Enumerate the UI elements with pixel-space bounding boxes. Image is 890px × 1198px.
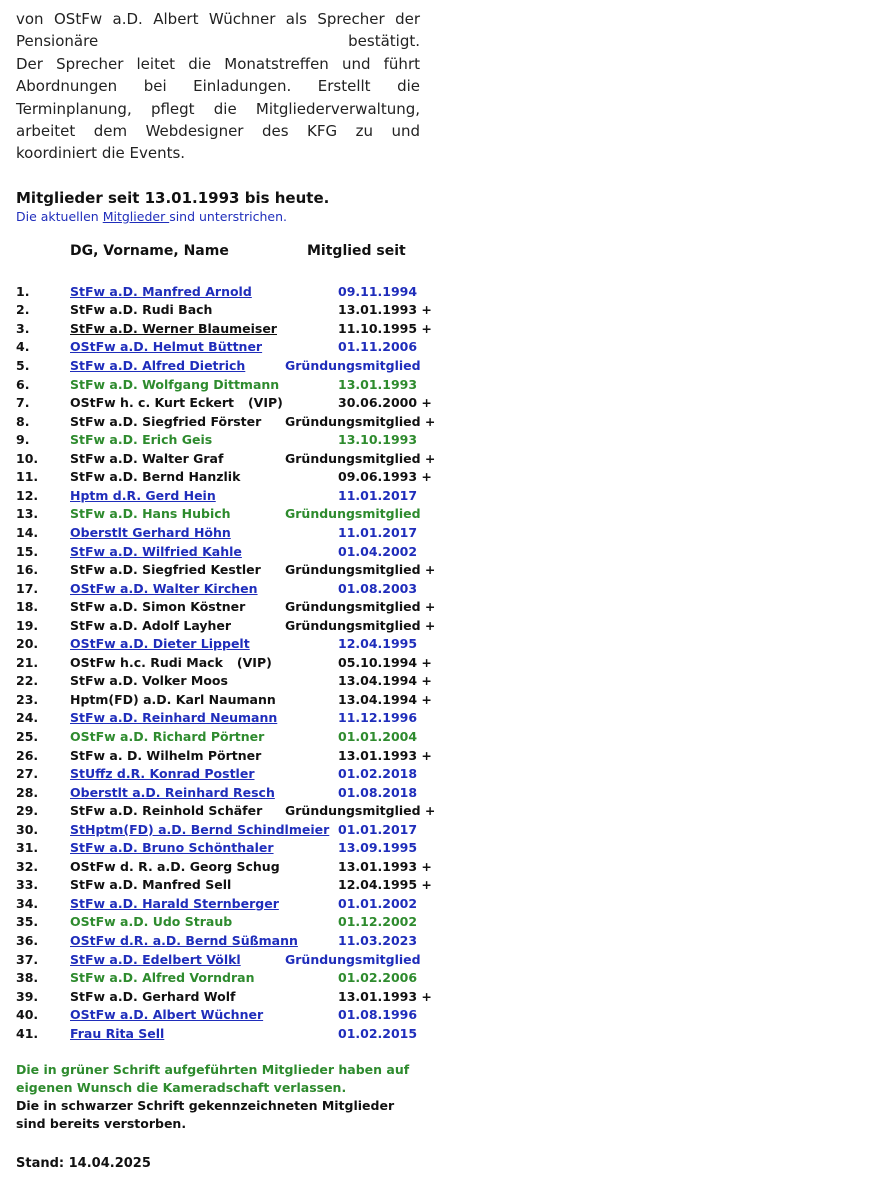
member-name: Hptm(FD) a.D. Karl Naumann [70, 691, 276, 707]
member-since: 01.08.1996 [338, 1007, 418, 1023]
member-row [16, 765, 420, 784]
note-suffix: sind unterstrichen. [169, 208, 287, 224]
current-members-note [16, 209, 420, 225]
member-row [16, 376, 420, 395]
member-list [16, 283, 436, 1043]
member-row [16, 728, 420, 747]
member-row [16, 932, 420, 951]
stand-date: Stand: 14.04.2025 [16, 1156, 151, 1172]
member-number: 32. [16, 858, 39, 874]
member-number: 16. [16, 562, 39, 578]
member-number: 6. [16, 376, 30, 392]
member-since: 01.02.2018 [338, 766, 418, 782]
member-row [16, 413, 436, 432]
left-members-note: Die in grüner Schrift aufgeführten Mitglieder haben auf eigenen Wunsch die Kameradschaft verlassen. [16, 1062, 410, 1096]
member-since: 13.01.1993 + [338, 858, 432, 874]
member-name[interactable]: OStFw a.D. Dieter Lippelt [70, 636, 250, 652]
member-number: 5. [16, 358, 30, 374]
vip-label: (VIP) [247, 395, 283, 411]
member-number: 24. [16, 710, 39, 726]
member-since: 12.04.1995 [338, 636, 418, 652]
member-number: 28. [16, 784, 39, 800]
column-header-since: Mitglied seit [307, 242, 406, 259]
member-name[interactable]: StFw a.D. Wilfried Kahle [70, 543, 242, 559]
member-name[interactable]: Hptm d.R. Gerd Hein [70, 487, 216, 503]
member-row [16, 691, 432, 710]
members-link[interactable]: Mitglieder [102, 208, 170, 224]
member-name[interactable]: OStFw a.D. Helmut Büttner [70, 339, 263, 355]
member-number: 9. [16, 432, 30, 448]
member-since: 01.01.2002 [338, 895, 418, 911]
member-number: 34. [16, 895, 39, 911]
deceased-members-note: Die in schwarzer Schrift gekennzeichneten Mitglieder sind bereits verstorben. [16, 1098, 395, 1132]
member-since: 09.11.1994 [338, 283, 418, 299]
document-page [16, 8, 436, 1173]
member-number: 26. [16, 747, 39, 763]
member-row [16, 357, 420, 376]
member-row [16, 320, 432, 339]
member-number: 10. [16, 450, 39, 466]
member-name: StFw a.D. Siegfried Kestler [70, 562, 261, 578]
member-number: 36. [16, 932, 39, 948]
intro-paragraph-2: Der Sprecher leitet die Monatstreffen und führt Abordnungen bei Einladungen. Erstellt die Terminplanung, pflegt die Mitgliederverwaltung, arbeitet dem Webdesigner des KFG zu und koordiniert die Events. [16, 54, 420, 163]
member-since: Gründungsmitglied + [285, 803, 436, 819]
member-name[interactable]: StFw a.D. Harald Sternberger [70, 895, 279, 911]
member-since: 13.01.1993 + [338, 988, 432, 1004]
member-number: 20. [16, 636, 39, 652]
member-number: 1. [16, 283, 30, 299]
member-name: StFw a.D. Wolfgang Dittmann [70, 376, 280, 392]
member-name: OStFw a.D. Richard Pörtner [70, 728, 265, 744]
member-since: 01.11.2006 [338, 339, 418, 355]
member-number: 2. [16, 302, 30, 318]
member-since: Gründungsmitglied + [285, 562, 436, 578]
member-name: StFw a.D. Manfred Sell [70, 877, 232, 893]
member-row [16, 969, 420, 988]
member-row [16, 598, 436, 617]
member-number: 14. [16, 524, 39, 540]
member-row [16, 876, 432, 895]
member-row [16, 988, 432, 1007]
member-number: 12. [16, 487, 39, 503]
member-row [16, 654, 432, 673]
member-name: StFw a.D. Volker Moos [70, 673, 228, 689]
member-row [16, 561, 436, 580]
member-since: 11.01.2017 [338, 487, 418, 503]
member-since: 05.10.1994 + [338, 654, 432, 670]
member-since: 13.04.1994 + [338, 673, 432, 689]
member-since: Gründungsmitglied + [285, 617, 436, 633]
member-since: 13.01.1993 + [338, 302, 432, 318]
member-since: Gründungsmitglied [285, 358, 421, 374]
member-name: StFw a.D. Adolf Layher [70, 617, 232, 633]
member-name: StFw a.D. Alfred Vorndran [70, 970, 255, 986]
member-row [16, 747, 432, 766]
member-name[interactable]: StFw a.D. Edelbert Völkl [70, 951, 241, 967]
member-number: 40. [16, 1007, 39, 1023]
member-since: 09.06.1993 + [338, 469, 432, 485]
member-number: 13. [16, 506, 39, 522]
member-since: 01.12.2002 [338, 914, 418, 930]
member-number: 7. [16, 395, 30, 411]
member-row [16, 524, 420, 543]
member-row [16, 858, 432, 877]
member-number: 8. [16, 413, 30, 429]
member-number: 29. [16, 803, 39, 819]
member-name: StFw a.D. Hans Hubich [70, 506, 231, 522]
member-name: StFw a.D. Bernd Hanzlik [70, 469, 241, 485]
member-row [16, 283, 420, 302]
member-name: OStFw d. R. a.D. Georg Schug [70, 858, 280, 874]
member-since: Gründungsmitglied + [285, 413, 436, 429]
member-name: StFw a. D. Wilhelm Pörtner [70, 747, 262, 763]
member-name: OStFw h.c. Rudi Mack [70, 654, 223, 670]
members-heading: Mitglieder seit 13.01.1993 bis heute. [16, 188, 330, 207]
member-number: 23. [16, 691, 39, 707]
member-name[interactable]: OStFw a.D. Albert Wüchner [70, 1007, 264, 1023]
member-since: 13.01.1993 [338, 376, 418, 392]
member-row [16, 913, 420, 932]
member-row [16, 450, 436, 469]
member-row [16, 1006, 420, 1025]
member-number: 38. [16, 970, 39, 986]
member-since: 01.01.2017 [338, 821, 418, 837]
member-number: 35. [16, 914, 39, 930]
member-since: 01.02.2015 [338, 1025, 418, 1041]
member-name[interactable]: StHptm(FD) a.D. Bernd Schindlmeier [70, 821, 330, 837]
member-since: Gründungsmitglied [285, 951, 421, 967]
member-since: 13.09.1995 [338, 840, 418, 856]
member-since: 01.08.2003 [338, 580, 418, 596]
member-since: 01.04.2002 [338, 543, 418, 559]
member-number: 19. [16, 617, 39, 633]
member-name: StFw a.D. Walter Graf [70, 450, 224, 466]
member-name[interactable]: StFw a.D. Alfred Dietrich [70, 358, 246, 374]
member-row [16, 580, 420, 599]
member-row [16, 895, 420, 914]
member-number: 30. [16, 821, 39, 837]
member-name: StFw a.D. Siegfried Förster [70, 413, 262, 429]
member-name: StFw a.D. Erich Geis [70, 432, 213, 448]
member-name: StFw a.D. Gerhard Wolf [70, 988, 236, 1004]
member-name: OStFw h. c. Kurt Eckert [70, 395, 234, 411]
member-number: 25. [16, 728, 39, 744]
member-number: 31. [16, 840, 39, 856]
member-since: Gründungsmitglied [285, 506, 421, 522]
member-row [16, 543, 420, 562]
member-name[interactable]: StFw a.D. Bruno Schönthaler [70, 840, 274, 856]
member-name[interactable]: StUffz d.R. Konrad Postler [70, 766, 255, 782]
member-since: 11.01.2017 [338, 524, 418, 540]
member-row [16, 951, 420, 970]
member-since: 01.02.2006 [338, 970, 418, 986]
member-name[interactable]: Oberstlt Gerhard Höhn [70, 524, 231, 540]
member-number: 17. [16, 580, 39, 596]
member-row [16, 635, 420, 654]
member-since: 30.06.2000 + [338, 395, 432, 411]
member-number: 37. [16, 951, 39, 967]
member-row [16, 784, 420, 803]
member-number: 39. [16, 988, 39, 1004]
member-row [16, 802, 436, 821]
member-since: 13.01.1993 + [338, 747, 432, 763]
member-name[interactable]: StFw a.D. Reinhard Neumann [70, 710, 278, 726]
member-since: 13.04.1994 + [338, 691, 432, 707]
member-since: 01.01.2004 [338, 728, 418, 744]
member-row [16, 431, 420, 450]
member-row [16, 394, 432, 413]
member-name: OStFw a.D. Udo Straub [70, 914, 233, 930]
member-since: 01.08.2018 [338, 784, 418, 800]
member-since: 11.03.2023 [338, 932, 418, 948]
member-row [16, 468, 432, 487]
member-number: 4. [16, 339, 30, 355]
member-row [16, 301, 432, 320]
member-row [16, 709, 420, 728]
member-number: 27. [16, 766, 39, 782]
member-number: 15. [16, 543, 39, 559]
member-name[interactable]: StFw a.D. Manfred Arnold [70, 283, 252, 299]
member-name: StFw a.D. Rudi Bach [70, 302, 213, 318]
member-since: Gründungsmitglied + [285, 450, 436, 466]
member-name[interactable]: Frau Rita Sell [70, 1025, 165, 1041]
member-number: 22. [16, 673, 39, 689]
member-row [16, 505, 420, 524]
note-prefix: Die aktuellen [16, 208, 103, 224]
member-since: 11.10.1995 + [338, 320, 432, 336]
member-row [16, 617, 436, 636]
member-number: 18. [16, 599, 39, 615]
member-row [16, 338, 420, 357]
intro-paragraph-1: von OStFw a.D. Albert Wüchner als Sprecher der Pensionäre bestätigt. [16, 10, 420, 51]
member-since: 11.12.1996 [338, 710, 418, 726]
member-since: 12.04.1995 + [338, 877, 432, 893]
member-name: StFw a.D. Werner Blaumeiser [70, 320, 277, 336]
member-number: 3. [16, 320, 30, 336]
member-number: 11. [16, 469, 39, 485]
member-row [16, 821, 420, 840]
member-row [16, 487, 420, 506]
member-name[interactable]: OStFw a.D. Walter Kirchen [70, 580, 258, 596]
vip-label: (VIP) [236, 654, 272, 670]
member-row [16, 672, 432, 691]
member-number: 33. [16, 877, 39, 893]
member-since: 13.10.1993 [338, 432, 418, 448]
member-name: StFw a.D. Reinhold Schäfer [70, 803, 263, 819]
member-name: StFw a.D. Simon Köstner [70, 599, 246, 615]
column-header-name: DG, Vorname, Name [70, 242, 229, 259]
member-since: Gründungsmitglied + [285, 599, 436, 615]
member-row [16, 1025, 420, 1044]
column-headers [16, 243, 420, 265]
member-name[interactable]: OStFw d.R. a.D. Bernd Süßmann [70, 932, 298, 948]
member-number: 21. [16, 654, 39, 670]
member-row [16, 839, 420, 858]
member-name[interactable]: Oberstlt a.D. Reinhard Resch [70, 784, 275, 800]
member-number: 41. [16, 1025, 39, 1041]
